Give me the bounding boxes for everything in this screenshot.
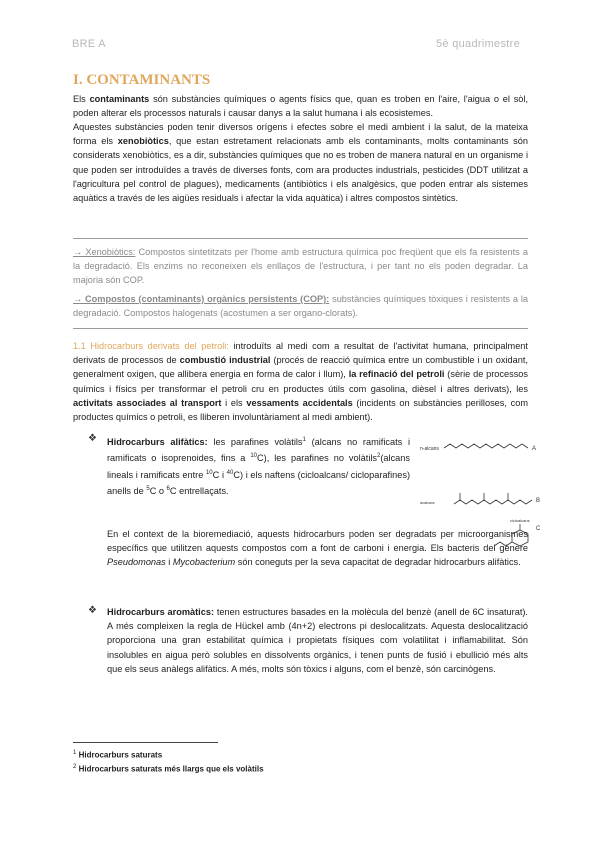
hydrocarbons-paragraph: 1.1 Hidrocarburs derivats del petroli: introduïts al medi com a resultat de l'activitat humana, principalment derivats de processos de combustió industrial (procés de reacció química entre un combustible i un oxidant, generalment oxigen, que allibera energia en forma de calor i llum), la refinació del petroli (sèrie de processos químics i físics per transformar el petroli cru en productes útils com gasolina, dièsel i altres derivats), les activitats associades al transport i els vessaments accidentals (incidents on substàncies perilloses, com productes químics o petroli, es lliberen involuntàriament al medi ambient). xyxy=(73,341,529,423)
isoalkane-chain xyxy=(454,500,532,504)
footnote-2: $^2$ Hidrocarburs saturats més llargs que els volàtils xyxy=(73,764,264,774)
definition-cop: → Compostos (contaminants) orgànics persistents (COP): substàncies químiques tòxiques i resistents a la degradació. Compostos halogenats (acostumen a ser organo-clorats). xyxy=(73,294,528,319)
section-title: I. CONTAMINANTS xyxy=(73,72,211,88)
aromatic-paragraph: Hidrocarburs aromàtics: tenen estructures basades en la molècula del benzè (anell de 6C insaturat). A més compleixen la regla de Hückel amb (4n+2) electrons pi deslocalitzats. Aquesta deslocalització proporciona una gran estabilitat química i propietats físiques com volatilitat i inflamabilitat. Són insolubles en aigua però solubles en dissolvents orgànics, i tenen punts de fusió i ebullició més alts que els seus anàlegs alifàtics. A més, molts són tòxics i alguns, com el benzè, són carcinògens. xyxy=(107,607,528,674)
letter-b: B xyxy=(536,498,541,504)
n-alkanes-label: n-alcans xyxy=(420,446,439,452)
header-left: BRE A xyxy=(72,38,106,50)
intro-paragraph-1: Els contaminants són substàncies químiques o agents físics que, quan es troben en l'aire, l'aigua o el sòl, poden alterar els processos naturals i causar danys a la salut humana i als ecosistemes. xyxy=(73,94,528,119)
footnote-1: $^1$ Hidrocarburs saturats xyxy=(73,750,163,760)
bullet-aromatic: ❖ xyxy=(88,605,97,616)
divider-top xyxy=(73,238,528,239)
footnote-separator xyxy=(73,742,218,743)
intro-paragraph-2: Aquestes substàncies poden tenir diversos orígens i efectes sobre el medi ambient i la salut, de la mateixa forma els xenobiòtics, que estan estretament relacionats amb els contaminants, molts contaminants són considerats xenobiòtics, es a dir, substàncies químiques que no es troben de manera natural en un organisme i que poden ser introduïdes a través de diverses fonts, com ara productes industrials, pesticides (DDT utilitzat a l'agricultura pel control de plagues), medicaments (antibiòtics i els analgèsics, que poden entrar als sistemes aquàtics a través de les aigües residuals i afectar la vida aquàtica) i altres compostos sintètics. xyxy=(73,122,528,204)
cycloalkanes-label: cicloalcans xyxy=(510,518,530,523)
definition-xenobiotics: → Xenobiòtics: Compostos sintetitzats per l'home amb estructura química poc freqüent que els fa resistents a la degradació. Els enzims no reconeixen els enllaços de l'estructura, i per tant no els poden degradar. La majoria són COP. xyxy=(73,247,528,286)
aliphatic-structures-figure xyxy=(420,436,550,556)
letter-c: C xyxy=(536,526,541,532)
header-right: 5è quadrimestre xyxy=(436,38,520,50)
bullet-aliphatic: ❖ xyxy=(88,433,97,444)
letter-a: A xyxy=(532,446,537,452)
divider-bottom xyxy=(73,328,528,329)
isoalkanes-label: isoalcans xyxy=(420,501,435,505)
aliphatic-bioremediation-paragraph: En el context de la bioremediació, aquests hidrocarburs poden ser degradats per microorganismes específics que utilitzen aquests compostos com a font de carboni i energia. Els bacteris del gènere Pseudomonas i Mycobacterium són coneguts per la seva capacitat de degradar hidrocarburs alifàtics. xyxy=(107,529,528,568)
cycloalkane-ring xyxy=(512,530,528,546)
aliphatic-paragraph: Hidrocarburs alifàtics: les parafines volàtils$^1$ (alcans no ramificats i ramificats o isoprenoides, fins a $^{10}$C), les parafines no volàtils$^2$(alcans lineals i ramificats entre $^{10}$C i $^{40}$C) i els naftens (cicloalcans/ cicloparafines) anells de $^5$C o $^6$C entrellaçats. xyxy=(107,437,411,496)
n-alkane-chain xyxy=(444,444,528,448)
